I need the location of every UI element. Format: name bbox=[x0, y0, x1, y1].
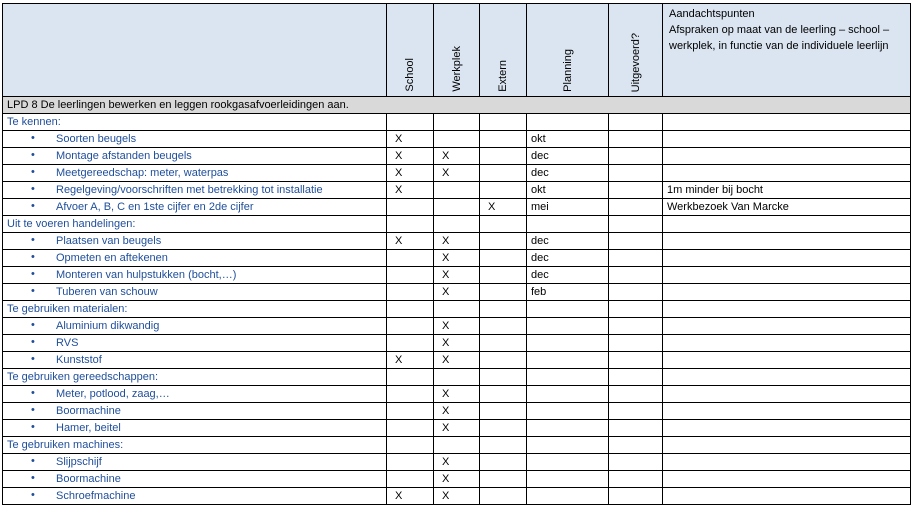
table-row bbox=[3, 454, 911, 471]
empty-cell bbox=[387, 369, 434, 386]
empty-cell bbox=[663, 114, 911, 131]
table-row bbox=[3, 148, 911, 165]
cell-notes bbox=[663, 318, 911, 335]
cell-uitgevoerd bbox=[609, 267, 663, 284]
cell-extern bbox=[480, 420, 527, 437]
item-cell bbox=[3, 471, 387, 488]
cell-uitgevoerd bbox=[609, 165, 663, 182]
empty-cell bbox=[609, 216, 663, 233]
cell-uitgevoerd bbox=[609, 131, 663, 148]
cell-werkplek: X bbox=[434, 267, 480, 284]
empty-cell bbox=[609, 114, 663, 131]
bullet-icon: • bbox=[31, 455, 35, 467]
item-cell bbox=[3, 318, 387, 335]
cell-uitgevoerd bbox=[609, 284, 663, 301]
section-label: Te gebruiken machines: bbox=[3, 437, 387, 454]
table-row bbox=[3, 131, 911, 148]
cell-extern bbox=[480, 250, 527, 267]
cell-werkplek bbox=[434, 199, 480, 216]
empty-cell bbox=[387, 114, 434, 131]
cell-school bbox=[387, 250, 434, 267]
item-label: Monteren van hulpstukken (bocht,…) bbox=[56, 268, 237, 281]
table-row bbox=[3, 403, 911, 420]
cell-school bbox=[387, 471, 434, 488]
cell-uitgevoerd bbox=[609, 199, 663, 216]
item-cell bbox=[3, 488, 387, 505]
cell-planning bbox=[527, 318, 609, 335]
table-row bbox=[3, 182, 911, 199]
cell-extern bbox=[480, 131, 527, 148]
cell-school bbox=[387, 335, 434, 352]
cell-planning: dec bbox=[527, 250, 609, 267]
cell-extern bbox=[480, 284, 527, 301]
table-row bbox=[3, 386, 911, 403]
cell-notes bbox=[663, 267, 911, 284]
cell-school bbox=[387, 386, 434, 403]
cell-notes: Werkbezoek Van Marcke bbox=[663, 199, 911, 216]
empty-cell bbox=[663, 301, 911, 318]
item-label: Tuberen van schouw bbox=[56, 285, 158, 298]
cell-notes bbox=[663, 284, 911, 301]
bullet-icon: • bbox=[31, 285, 35, 297]
cell-school: X bbox=[387, 352, 434, 369]
cell-extern bbox=[480, 267, 527, 284]
cell-notes: 1m minder bij bocht bbox=[663, 182, 911, 199]
cell-extern bbox=[480, 233, 527, 250]
empty-cell bbox=[387, 301, 434, 318]
cell-werkplek: X bbox=[434, 284, 480, 301]
cell-planning bbox=[527, 386, 609, 403]
empty-cell bbox=[434, 369, 480, 386]
empty-cell bbox=[527, 437, 609, 454]
item-cell bbox=[3, 420, 387, 437]
item-cell bbox=[3, 335, 387, 352]
empty-cell bbox=[480, 114, 527, 131]
bullet-icon: • bbox=[31, 472, 35, 484]
cell-school bbox=[387, 318, 434, 335]
section-label: Te gebruiken materialen: bbox=[3, 301, 387, 318]
item-cell bbox=[3, 233, 387, 250]
empty-cell bbox=[480, 301, 527, 318]
cell-school bbox=[387, 199, 434, 216]
cell-uitgevoerd bbox=[609, 403, 663, 420]
cell-school bbox=[387, 403, 434, 420]
header-extern-label: Extern bbox=[497, 60, 509, 92]
bullet-icon: • bbox=[31, 251, 35, 263]
cell-uitgevoerd bbox=[609, 386, 663, 403]
header-uitgevoerd bbox=[609, 4, 663, 97]
item-label: Opmeten en aftekenen bbox=[56, 251, 168, 264]
item-cell bbox=[3, 454, 387, 471]
table-row bbox=[3, 318, 911, 335]
cell-werkplek: X bbox=[434, 454, 480, 471]
cell-school: X bbox=[387, 233, 434, 250]
cell-planning bbox=[527, 352, 609, 369]
cell-planning: feb bbox=[527, 284, 609, 301]
header-werkplek-label: Werkplek bbox=[450, 46, 463, 92]
cell-school: X bbox=[387, 488, 434, 505]
cell-extern bbox=[480, 335, 527, 352]
cell-extern bbox=[480, 488, 527, 505]
header-planning-label: Planning bbox=[561, 49, 574, 92]
item-cell bbox=[3, 386, 387, 403]
cell-werkplek: X bbox=[434, 403, 480, 420]
empty-cell bbox=[387, 437, 434, 454]
item-cell bbox=[3, 267, 387, 284]
table-row bbox=[3, 420, 911, 437]
cell-notes bbox=[663, 454, 911, 471]
cell-notes bbox=[663, 335, 911, 352]
bullet-icon: • bbox=[31, 149, 35, 161]
bullet-icon: • bbox=[31, 421, 35, 433]
empty-cell bbox=[527, 216, 609, 233]
cell-uitgevoerd bbox=[609, 488, 663, 505]
cell-notes bbox=[663, 352, 911, 369]
cell-notes bbox=[663, 233, 911, 250]
cell-planning bbox=[527, 471, 609, 488]
item-label: RVS bbox=[56, 336, 79, 349]
cell-uitgevoerd bbox=[609, 182, 663, 199]
cell-planning: dec bbox=[527, 233, 609, 250]
cell-notes bbox=[663, 148, 911, 165]
item-cell bbox=[3, 182, 387, 199]
item-label: Montage afstanden beugels bbox=[56, 149, 192, 162]
empty-cell bbox=[480, 437, 527, 454]
header-blank-cell bbox=[3, 4, 387, 97]
cell-notes bbox=[663, 386, 911, 403]
cell-uitgevoerd bbox=[609, 318, 663, 335]
bullet-icon: • bbox=[31, 234, 35, 246]
section-label: Te kennen: bbox=[3, 114, 387, 131]
item-cell bbox=[3, 250, 387, 267]
cell-werkplek bbox=[434, 182, 480, 199]
cell-extern bbox=[480, 165, 527, 182]
cell-uitgevoerd bbox=[609, 352, 663, 369]
empty-cell bbox=[609, 437, 663, 454]
title-row bbox=[3, 97, 911, 114]
cell-extern bbox=[480, 471, 527, 488]
empty-cell bbox=[434, 301, 480, 318]
header-extern bbox=[480, 4, 527, 97]
cell-notes bbox=[663, 131, 911, 148]
cell-planning: mei bbox=[527, 199, 609, 216]
item-cell bbox=[3, 403, 387, 420]
cell-planning bbox=[527, 420, 609, 437]
empty-cell bbox=[434, 216, 480, 233]
bullet-icon: • bbox=[31, 387, 35, 399]
table-row bbox=[3, 267, 911, 284]
cell-school: X bbox=[387, 148, 434, 165]
header-school bbox=[387, 4, 434, 97]
item-label: Aluminium dikwandig bbox=[56, 319, 160, 332]
cell-planning bbox=[527, 335, 609, 352]
section-label: Te gebruiken gereedschappen: bbox=[3, 369, 387, 386]
empty-cell bbox=[663, 216, 911, 233]
cell-planning: okt bbox=[527, 131, 609, 148]
section-row bbox=[3, 114, 911, 131]
empty-cell bbox=[480, 216, 527, 233]
cell-school bbox=[387, 267, 434, 284]
cell-uitgevoerd bbox=[609, 454, 663, 471]
empty-cell bbox=[527, 301, 609, 318]
cell-planning: dec bbox=[527, 148, 609, 165]
item-label: Schroefmachine bbox=[56, 489, 136, 502]
cell-werkplek: X bbox=[434, 386, 480, 403]
cell-uitgevoerd bbox=[609, 250, 663, 267]
table-row bbox=[3, 199, 911, 216]
bullet-icon: • bbox=[31, 132, 35, 144]
table-row bbox=[3, 284, 911, 301]
cell-planning: okt bbox=[527, 182, 609, 199]
cell-uitgevoerd bbox=[609, 335, 663, 352]
empty-cell bbox=[663, 437, 911, 454]
cell-notes bbox=[663, 471, 911, 488]
cell-werkplek: X bbox=[434, 471, 480, 488]
empty-cell bbox=[663, 369, 911, 386]
table-row bbox=[3, 335, 911, 352]
item-label: Regelgeving/voorschriften met betrekking tot installatie bbox=[56, 183, 323, 196]
item-label: Slijpschijf bbox=[56, 455, 102, 468]
cell-planning bbox=[527, 454, 609, 471]
header-row bbox=[3, 4, 911, 97]
cell-school bbox=[387, 420, 434, 437]
cell-uitgevoerd bbox=[609, 471, 663, 488]
cell-extern: X bbox=[480, 199, 527, 216]
cell-planning bbox=[527, 403, 609, 420]
header-notes-title: Aandachtspunten bbox=[669, 8, 755, 20]
cell-notes bbox=[663, 250, 911, 267]
table-row bbox=[3, 233, 911, 250]
cell-extern bbox=[480, 403, 527, 420]
section-row bbox=[3, 301, 911, 318]
cell-werkplek: X bbox=[434, 318, 480, 335]
cell-uitgevoerd bbox=[609, 233, 663, 250]
cell-werkplek: X bbox=[434, 148, 480, 165]
item-label: Boormachine bbox=[56, 404, 121, 417]
item-label: Afvoer A, B, C en 1ste cijfer en 2de cijfer bbox=[56, 200, 254, 213]
bullet-icon: • bbox=[31, 166, 35, 178]
section-row bbox=[3, 216, 911, 233]
header-school-label: School bbox=[404, 58, 416, 92]
bullet-icon: • bbox=[31, 336, 35, 348]
section-label: Uit te voeren handelingen: bbox=[3, 216, 387, 233]
cell-planning: dec bbox=[527, 165, 609, 182]
table-row bbox=[3, 488, 911, 505]
header-planning bbox=[527, 4, 609, 97]
empty-cell bbox=[434, 114, 480, 131]
cell-werkplek bbox=[434, 131, 480, 148]
bullet-icon: • bbox=[31, 489, 35, 501]
empty-cell bbox=[387, 216, 434, 233]
cell-extern bbox=[480, 182, 527, 199]
cell-werkplek: X bbox=[434, 335, 480, 352]
item-label: Boormachine bbox=[56, 472, 121, 485]
section-row bbox=[3, 437, 911, 454]
empty-cell bbox=[527, 114, 609, 131]
item-label: Plaatsen van beugels bbox=[56, 234, 162, 247]
cell-werkplek: X bbox=[434, 352, 480, 369]
cell-werkplek: X bbox=[434, 233, 480, 250]
table-row bbox=[3, 471, 911, 488]
lpd-table bbox=[2, 3, 911, 505]
cell-planning: dec bbox=[527, 267, 609, 284]
bullet-icon: • bbox=[31, 319, 35, 331]
header-uitgevoerd-label: Uitgevoerd? bbox=[629, 32, 642, 92]
item-cell bbox=[3, 131, 387, 148]
item-cell bbox=[3, 165, 387, 182]
cell-extern bbox=[480, 318, 527, 335]
empty-cell bbox=[527, 369, 609, 386]
cell-school: X bbox=[387, 165, 434, 182]
cell-uitgevoerd bbox=[609, 420, 663, 437]
lpd-title: LPD 8 De leerlingen bewerken en leggen rookgasafvoerleidingen aan. bbox=[3, 97, 911, 114]
cell-planning bbox=[527, 488, 609, 505]
cell-school: X bbox=[387, 131, 434, 148]
item-cell bbox=[3, 199, 387, 216]
cell-notes bbox=[663, 403, 911, 420]
item-label: Meetgereedschap: meter, waterpas bbox=[56, 166, 229, 179]
cell-werkplek: X bbox=[434, 420, 480, 437]
section-row bbox=[3, 369, 911, 386]
table-row bbox=[3, 352, 911, 369]
cell-werkplek: X bbox=[434, 165, 480, 182]
cell-school: X bbox=[387, 182, 434, 199]
cell-school bbox=[387, 454, 434, 471]
cell-notes bbox=[663, 420, 911, 437]
bullet-icon: • bbox=[31, 353, 35, 365]
cell-uitgevoerd bbox=[609, 148, 663, 165]
item-cell bbox=[3, 284, 387, 301]
bullet-icon: • bbox=[31, 404, 35, 416]
cell-notes bbox=[663, 165, 911, 182]
header-notes-body: Afspraken op maat van de leerling – school – werkplek, in functie van de individuele leerlijn bbox=[669, 24, 890, 52]
header-notes bbox=[663, 4, 911, 97]
cell-werkplek: X bbox=[434, 250, 480, 267]
table-row bbox=[3, 165, 911, 182]
item-cell bbox=[3, 352, 387, 369]
cell-werkplek: X bbox=[434, 488, 480, 505]
cell-extern bbox=[480, 148, 527, 165]
bullet-icon: • bbox=[31, 268, 35, 280]
cell-extern bbox=[480, 386, 527, 403]
bullet-icon: • bbox=[31, 183, 35, 195]
item-label: Kunststof bbox=[56, 353, 102, 366]
item-label: Hamer, beitel bbox=[56, 421, 121, 434]
bullet-icon: • bbox=[31, 200, 35, 212]
header-werkplek bbox=[434, 4, 480, 97]
cell-extern bbox=[480, 454, 527, 471]
empty-cell bbox=[480, 369, 527, 386]
empty-cell bbox=[609, 369, 663, 386]
item-cell bbox=[3, 148, 387, 165]
empty-cell bbox=[434, 437, 480, 454]
item-label: Soorten beugels bbox=[56, 132, 137, 145]
empty-cell bbox=[609, 301, 663, 318]
cell-school bbox=[387, 284, 434, 301]
item-label: Meter, potlood, zaag,… bbox=[56, 387, 170, 400]
cell-extern bbox=[480, 352, 527, 369]
table-row bbox=[3, 250, 911, 267]
cell-notes bbox=[663, 488, 911, 505]
